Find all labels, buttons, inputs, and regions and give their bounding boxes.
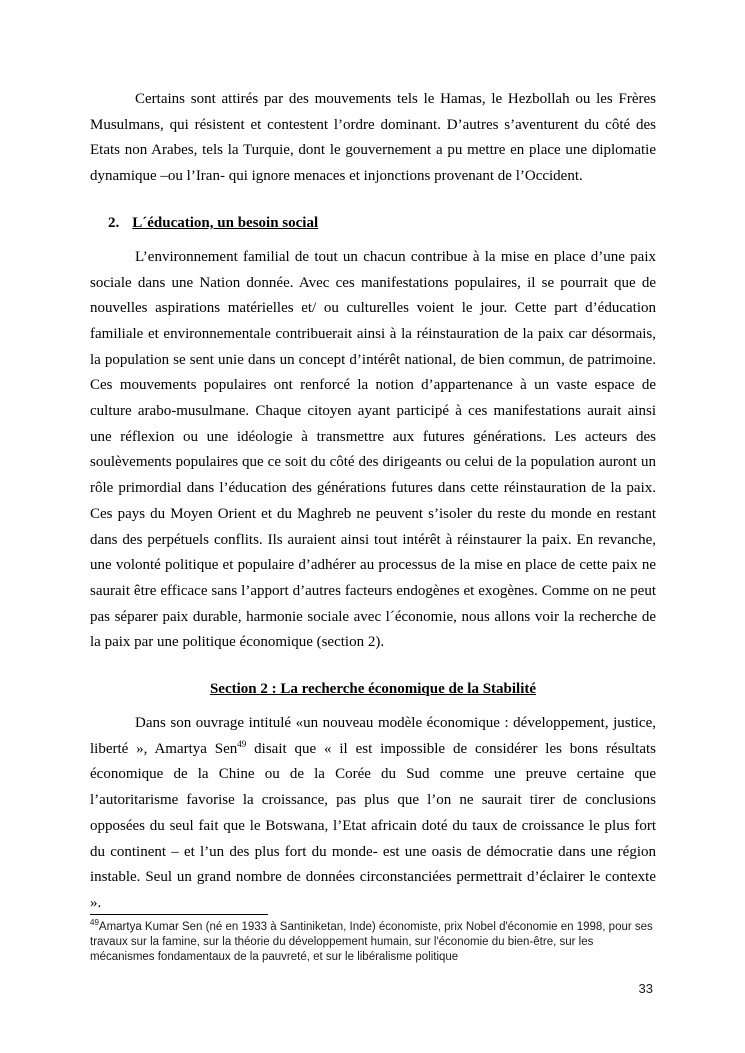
body-text-block	[90, 87, 656, 917]
footnote-reference-49: 49	[237, 738, 247, 749]
section-2-heading: Section 2 : La recherche économique de la Stabilité	[209, 681, 537, 698]
paragraph-amartya-sen-text: Dans son ouvrage intitulé «un nouveau modèle économique : développement, justice, liberté », Amartya Sen	[90, 715, 656, 757]
heading-education	[108, 210, 656, 236]
page-number: 33	[638, 981, 653, 996]
paragraph-amartya-sen	[90, 711, 656, 917]
paragraph-movements: Certains sont attirés par des mouvements tels le Hamas, le Hezbollah ou les Frères Musulmans, qui résistent et contestent l’ordre dominant. D’autres s’aventurent du côté des Etats non Arabes, tels la Turquie, dont le gouvernement a pu mettre en place une diplomatie dynamique –ou l’Iran- qui ignore menaces et injonctions provenant de l’Occident.	[90, 91, 656, 185]
footnote-area	[90, 914, 656, 965]
footnote-49-number: 49	[90, 918, 99, 928]
paragraph-education: L’environnement familial de tout un chacun contribue à la mise en place d’une paix sociale dans une Nation donnée. Avec ces manifestations populaires, il se pourrait que de nouvelles aspirations matérielles et/ ou culturelles voient le jour. Cette part d’éducation familiale et environnementale contribuerait ainsi à la réinstauration de la paix car désormais, la population se sent unie dans un concept d’intérêt national, de bien commun, de patrimoine. Ces mouvements populaires ont renforcé la notion d’appartenance à un vaste espace de culture arabo-musulmane. Chaque citoyen ayant participé à ces manifestations aurait ainsi une réflexion ou une idéologie à transmettre aux futures générations. Les acteurs des soulèvements populaires que ce soit du côté des dirigeants ou celui de la population auront un rôle primordial dans l’éducation des générations futures dans cette réinstauration de la paix. Ces pays du Moyen Orient et du Maghreb ne peuvent s’isoler du reste du monde en restant dans des perpétuels conflits. Ils auraient ainsi tout intérêt à réinstaurer la paix. En revanche, une volonté politique et populaire d’adhérer au processus de la mise en place de cette paix ne saurait être efficace sans l’apport d’autres facteurs endogènes et exogènes. Comme on ne peut pas séparer paix durable, harmonie sociale avec l´économie, nous allons voir la recherche de la paix par une politique économique (section 2).	[90, 248, 656, 651]
footnote-separator-line	[90, 914, 268, 915]
footnote-49-text: Amartya Kumar Sen (né en 1933 à Santiniketan, Inde) économiste, prix Nobel d'économie en 1998, pour ses travaux sur la famine, sur la théorie du développement humain, sur l'économie du bien-être, sur les mécanismes fondamentaux de la pauvreté, et sur le libéralisme politique	[90, 921, 653, 963]
paragraph-amartya-sen-text-cont: disait que « il est impossible de considérer les bons résultats économique de la Chine ou de la Corée du Sud comme une preuve certaine que l’autoritarisme favorise la croissance, pas plus que l’on ne saurait tirer de conclusions opposées du seul fait que le Botswana, l’Etat africain doté du taux de croissance le plus fort du continent – et l’un des plus fort du monde- est une oasis de démocratie dans une région instable. Seul un grand nombre de données circonstanciées permettrait d’éclairer le contexte ».	[90, 740, 656, 911]
heading-education-number: 2.	[108, 214, 120, 231]
footnote-49	[90, 920, 656, 965]
heading-education-label: L´éducation, un besoin social	[132, 214, 319, 231]
